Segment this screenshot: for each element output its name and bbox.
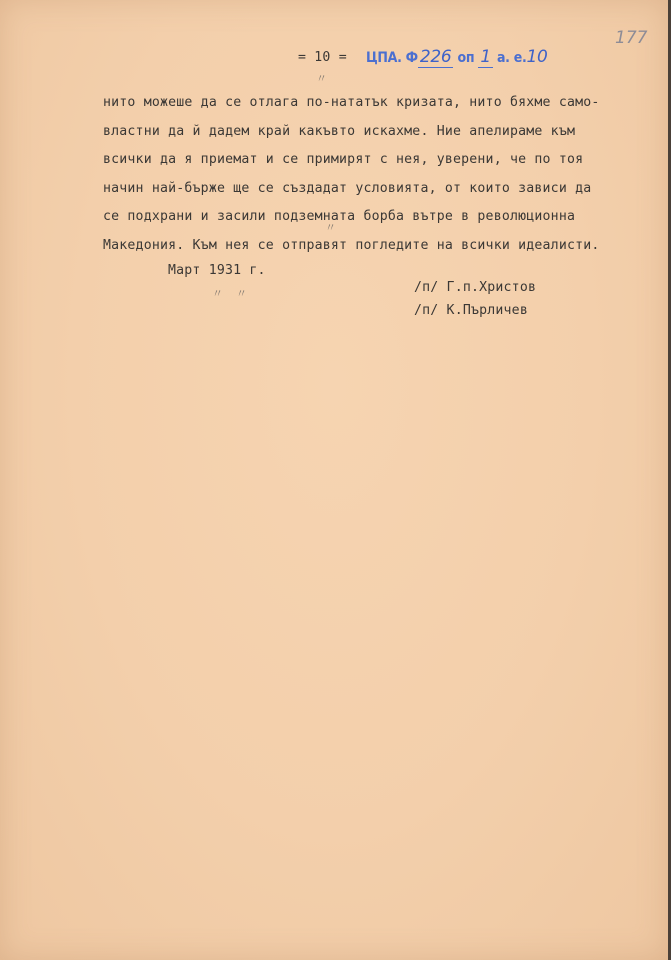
signature-line: /п/ Г.п.Христов [414, 280, 537, 295]
body-line: нито можеше да се отлага по-нататък кризата, нито бяхме само- [103, 95, 600, 110]
signature-block [414, 278, 536, 324]
archive-stamp [366, 47, 548, 68]
pencil-mark: 〃 [236, 287, 247, 300]
body-line: всички да я приемат и се примирят с нея, уверени, че по тоя [103, 152, 584, 167]
body-line: начин най-бърже ще се създадат условията, от които зависи да [103, 180, 592, 196]
pencil-mark: 〃 [325, 221, 336, 234]
page-number: = 10 = [298, 50, 347, 65]
stamp-prefix: ЦПА. Ф [366, 50, 418, 66]
folio-number: 177 [615, 28, 648, 48]
pencil-mark: 〃 [316, 72, 327, 85]
body-line: властни да й дадем край какъвто искахме. Ние апелираме към [103, 123, 576, 139]
signature-line: /п/ К.Пърличев [414, 303, 528, 318]
body-line: се подхрани и засили подземната борба вътре в революционна [103, 209, 576, 224]
document-date: Март 1931 г. [168, 263, 266, 278]
stamp-ae: 10 [526, 47, 548, 67]
stamp-opis: 1 [480, 47, 491, 67]
stamp-ae-label: а. е. [496, 50, 527, 66]
pencil-mark: 〃 [212, 287, 223, 300]
stamp-fond: 226 [419, 47, 452, 67]
body-text [103, 93, 600, 264]
body-line: Македония. Към нея се отправят погледите на всички идеалисти. [103, 237, 600, 253]
stamp-opis-label: оп [457, 50, 475, 66]
